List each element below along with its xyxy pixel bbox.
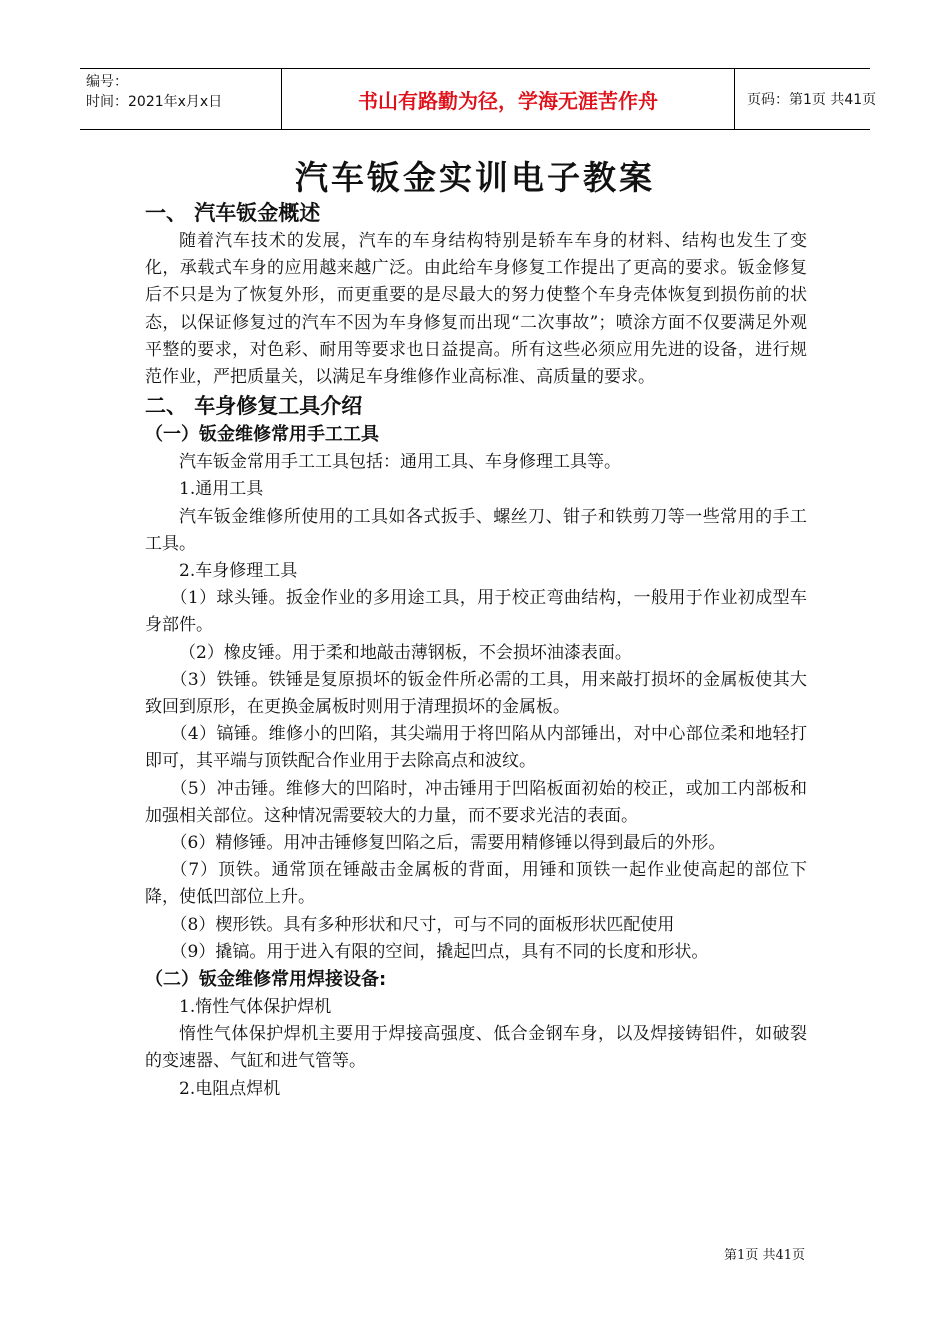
paragraph: 汽车钣金常用手工工具包括：通用工具、车身修理工具等。	[179, 452, 621, 473]
list-item: （1）球头锤。扳金作业的多用途工具，用于校正弯曲结构，一般用于作业初成型车身部件。	[145, 588, 807, 636]
section-heading-2: 二、 车身修复工具介绍	[145, 394, 363, 419]
paragraph: 汽车钣金维修所使用的工具如各式扳手、螺丝刀、钳子和铁剪刀等一些常用的手工工具。	[145, 506, 807, 554]
list-item: （9）撬镐。用于进入有限的空间，撬起凹点，具有不同的长度和形状。	[170, 941, 709, 962]
list-item: （7）顶铁。通常顶在锤敲击金属板的背面，用锤和顶铁一起作业使高起的部位下降，使低凹部位上升。	[145, 860, 807, 908]
document-title: 汽车钣金实训电子教案	[295, 158, 655, 197]
list-title: 1.惰性气体保护焊机	[179, 997, 332, 1018]
list-title: 2.电阻点焊机	[179, 1078, 281, 1099]
paragraph: 随着汽车技术的发展，汽车的车身结构特别是轿车车身的材料、结构也发生了变化，承载式车身的应用越来越广泛。由此给车身修复工作提出了更高的要求。钣金修复后不只是为了恢复外形，而更重要的是尽最大的努力使整个车身壳体恢复到损伤前的状态，以保证修复过的汽车不因为车身修复而出现“二次事故”；喷涂方面不仅要满足外观平整的要求，对色彩、耐用等要求也日益提高。所有这些必须应用先进的设备，进行规范作业，严把质量关，以满足车身维修作业高标准、高质量的要求。	[145, 231, 807, 388]
list-item: （2）橡皮锤。用于柔和地敲击薄钢板，不会损坏油漆表面。	[179, 642, 632, 663]
document-body	[145, 198, 807, 1103]
list-item: （5）冲击锤。维修大的凹陷时，冲击锤用于凹陷板面初始的校正，或加工内部板和加强相关部位。这种情况需要较大的力量，而不要求光洁的表面。	[145, 778, 807, 826]
list-title: 1.通用工具	[179, 479, 264, 500]
paragraph: 惰性气体保护焊机主要用于焊接高强度、低合金钢车身，以及焊接铸铝件，如破裂的变速器、气缸和进气管等。	[145, 1024, 807, 1072]
document-header	[80, 68, 877, 130]
header-motto: 书山有路勤为径，学海无涯苦作舟	[281, 69, 735, 129]
list-item: （6）精修锤。用冲击锤修复凹陷之后，需要用精修锤以得到最后的外形。	[170, 833, 726, 854]
date-label: 时间：2021年x月x日	[86, 94, 223, 110]
subsection-heading: （二）钣金维修常用焊接设备:	[145, 969, 387, 991]
subsection-heading: （一）钣金维修常用手工工具	[145, 424, 379, 446]
number-label: 编号：	[86, 74, 128, 90]
list-item: （3）铁锤。铁锤是复原损坏的钣金件所必需的工具，用来敲打损坏的金属板使其大致回到原形，在更换金属板时则用于清理损坏的金属板。	[145, 669, 807, 718]
header-meta-cell	[80, 69, 280, 129]
list-item: （8）楔形铁。具有多种形状和尺寸，可与不同的面板形状匹配使用	[170, 914, 675, 935]
list-title: 2.车身修理工具	[179, 561, 298, 582]
page-footer: 第1页 共41页	[724, 1248, 805, 1263]
section-heading-1: 一、 汽车钣金概述	[145, 201, 321, 225]
list-item: （4）镐锤。维修小的凹陷，其尖端用于将凹陷从内部锤出，对中心部位柔和地轻打即可，其平端与顶铁配合作业用于去除高点和波纹。	[145, 724, 807, 772]
header-page-label: 页码：第1页 共41页	[747, 92, 877, 108]
